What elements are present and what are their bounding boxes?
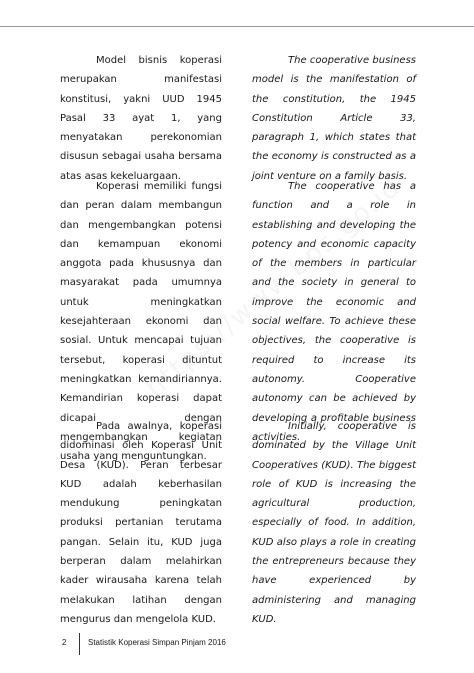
paragraph-en-1-text: The cooperative business model is the manifestation of the constitution, the 1945 Constitution Article 33, paragraph 1, which states that the economy is constructed as a joint venture on a family basis. (252, 55, 416, 182)
footer-divider (79, 633, 80, 655)
header-rule (0, 26, 474, 27)
paragraph-id-3-text: Pada awalnya, koperasi didominasi oleh Koperasi Unit Desa (KUD). Peran terbesar KUD adalah keberhasilan mendukung peningkatan produksi pertanian terutama pangan. Selain itu, KUD juga berperan dalam melahirkan kader wirausaha karena telah melakukan latihan dengan mengurus dan mengelola KUD. (60, 421, 222, 625)
paragraph-en-2-text: The cooperative has a function and a role in establishing and developing the potency and economic capacity of the members in particular and the society in general to improve the economic and social welfare. To achieve these objectives, the cooperative is required to increase its autonomy. Cooperative autonomy can be achieved by developing a profitable business activities. (252, 181, 416, 443)
paragraph-en-2 (252, 177, 416, 447)
paragraph-id-1 (60, 51, 222, 186)
footer-title: Statistik Koperasi Simpan Pinjam 2016 (88, 638, 226, 647)
paragraph-en-1 (252, 51, 416, 186)
page-footer (0, 633, 474, 657)
paragraph-en-3 (252, 417, 416, 629)
page-number: 2 (62, 638, 67, 647)
paragraph-en-3-text: Initially, cooperative is dominated by the Village Unit Cooperatives (KUD). The biggest role of KUD is increasing the agricultural production, especially of food. In addition, KUD also plays a role in creating the entrepreneurs because they have experienced by administering and managing KUD. (252, 421, 416, 625)
paragraph-id-3 (60, 417, 222, 629)
paragraph-id-1-text: Model bisnis koperasi merupakan manifestasi konstitusi, yakni UUD 1945 Pasal 33 ayat 1, yang menyatakan perekonomian disusun sebagai usaha bersama atas asas kekeluargaan. (60, 55, 222, 182)
paragraph-id-2-text: Koperasi memiliki fungsi dan peran dalam membangun dan mengembangkan potensi dan kemampuan ekonomi anggota pada khususnya dan masyarakat pada umumnya untuk meningkatkan kesejahteraan ekonomi dan sosial. Untuk mencapai tujuan tersebut, koperasi dituntut meningkatkan kemandiriannya. Kemandirian koperasi dapat dicapai dengan mengembangkan kegiatan usaha yang menguntungkan. (60, 181, 222, 463)
